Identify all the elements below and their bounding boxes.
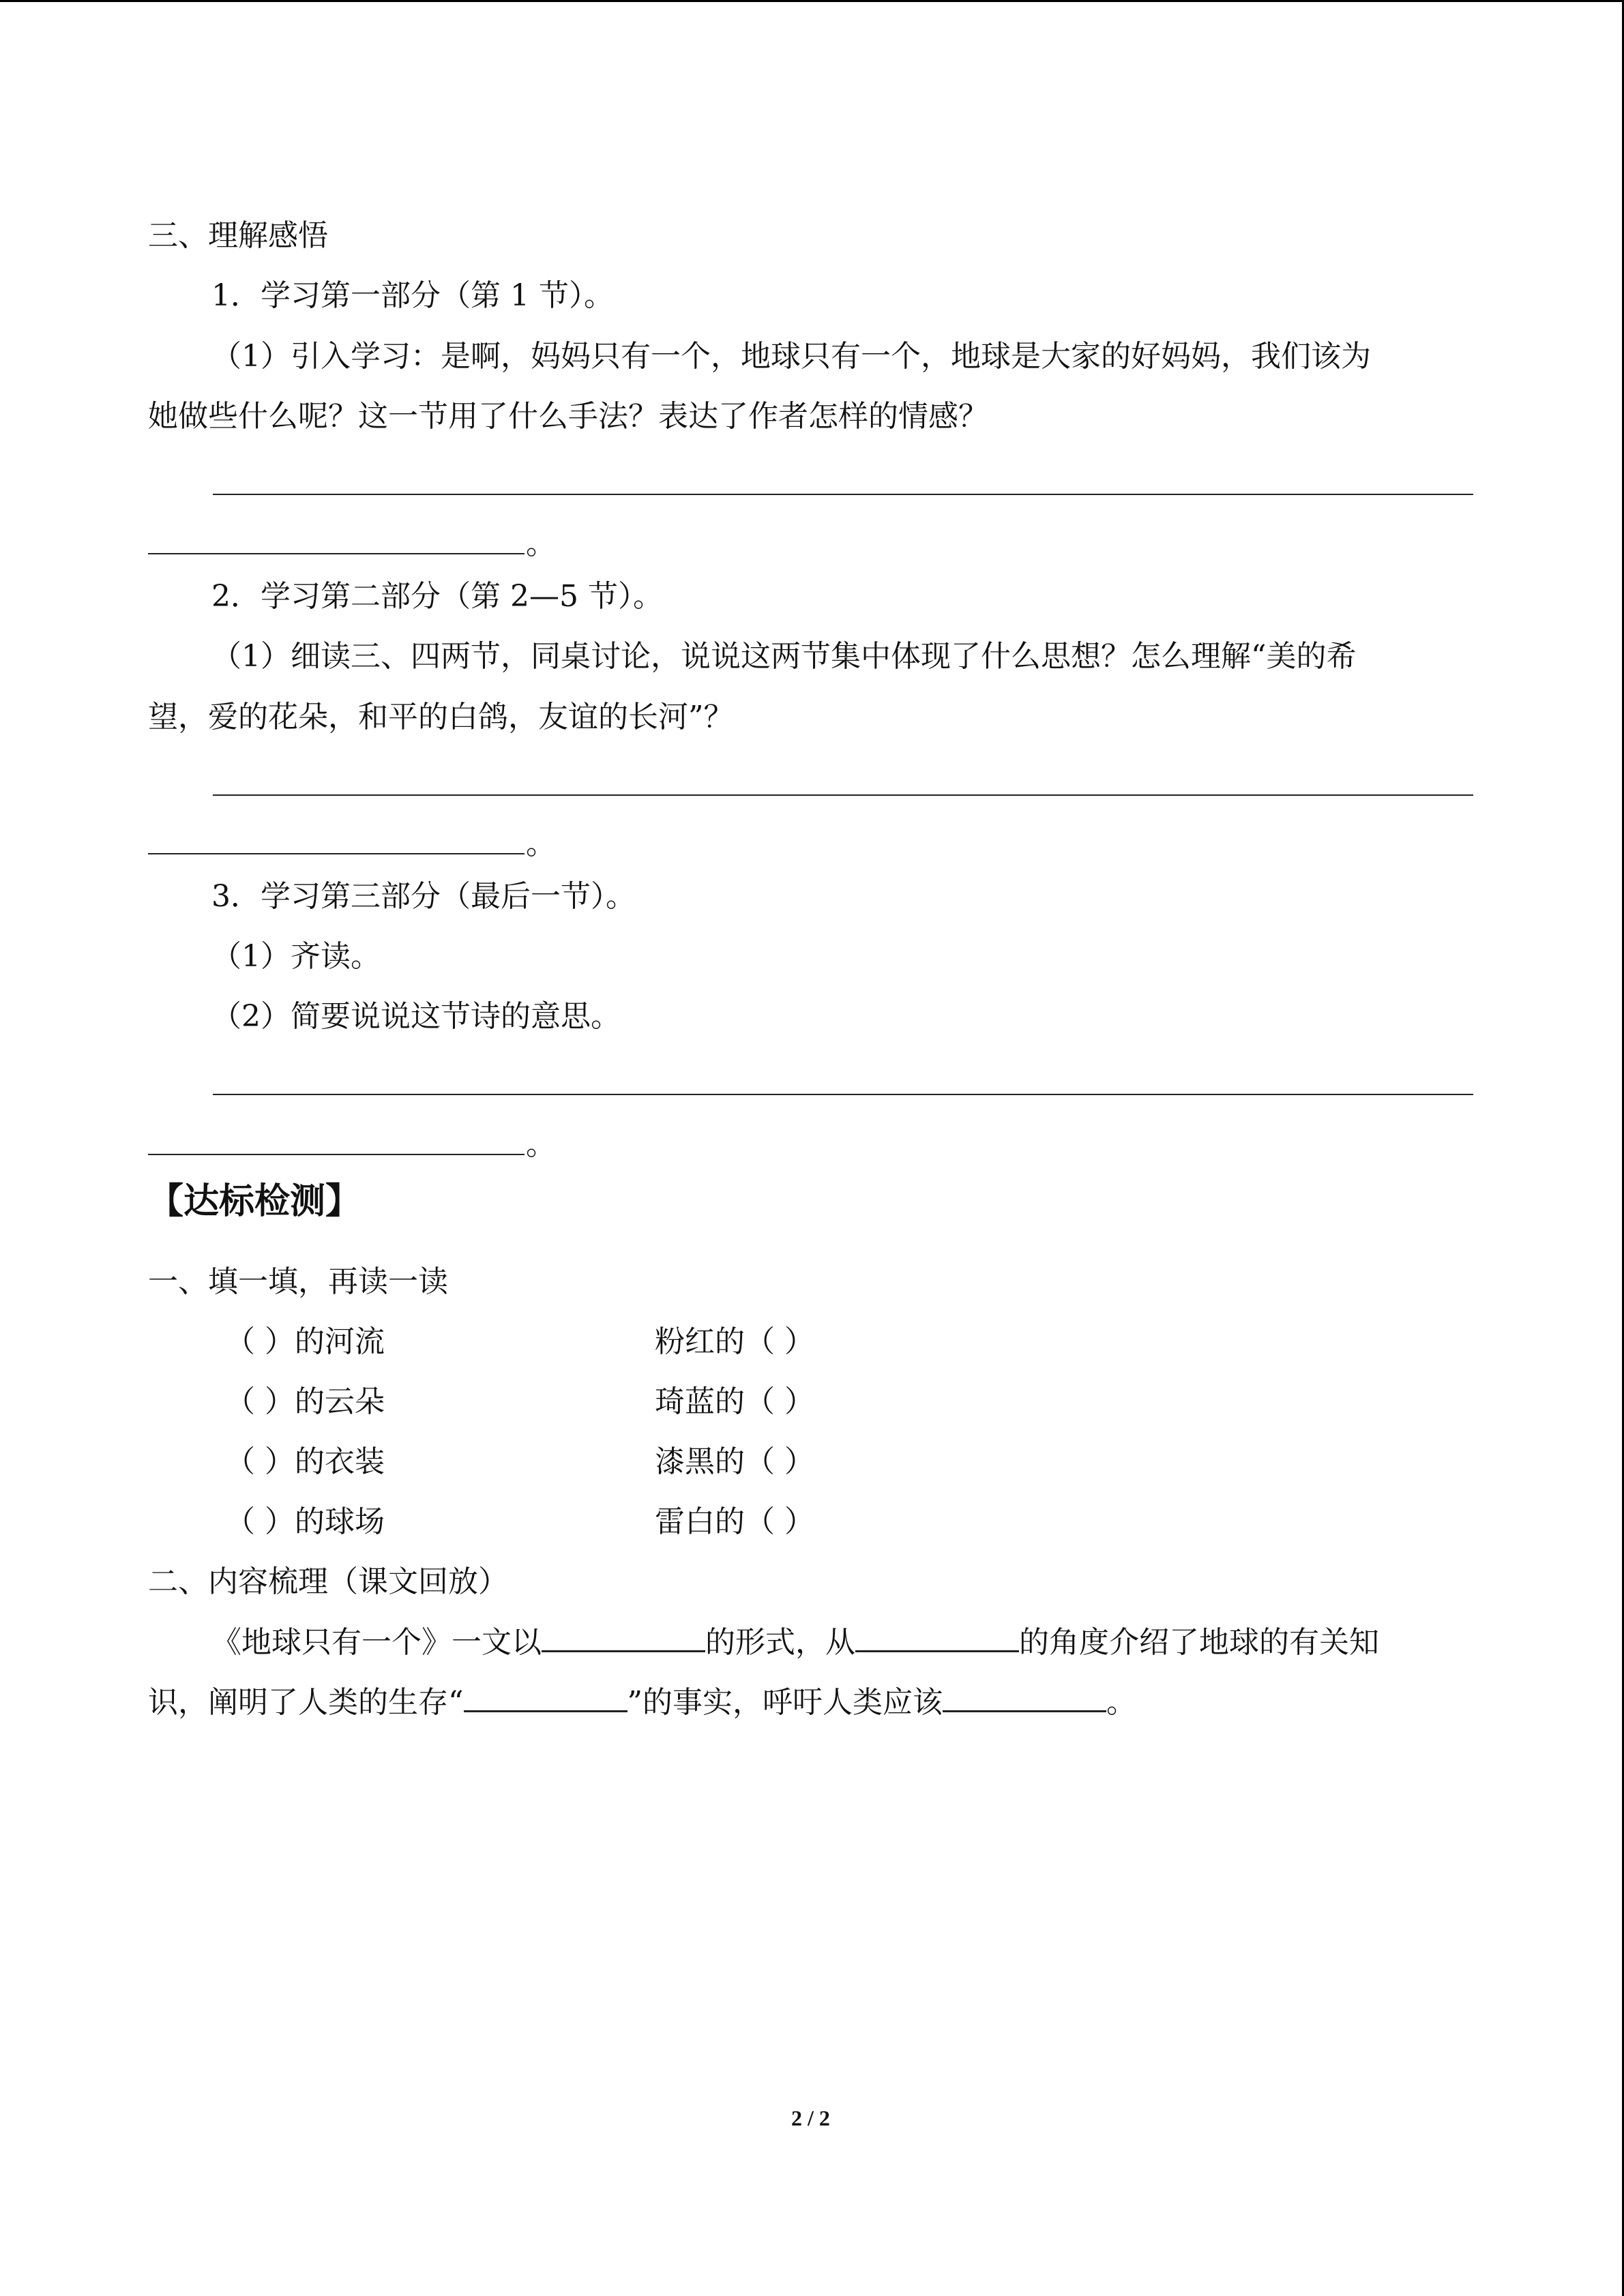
part2-title: 2．学习第二部分（第 2—5 节）。 <box>211 579 663 614</box>
fill-left-1[interactable]: （ ）的河流 <box>225 1324 385 1359</box>
summary-text: 《地球只有一个》一文以 <box>211 1625 542 1660</box>
part2-question-line2: 望，爱的花朵，和平的白鸽，友谊的长河”？ <box>148 700 734 734</box>
fill-left-3[interactable]: （ ）的衣装 <box>225 1444 385 1479</box>
answer-line[interactable] <box>213 794 1473 796</box>
part3-q2: （2）简要说说这节诗的意思。 <box>211 999 621 1034</box>
fill-right-4[interactable]: 雷白的（ ） <box>655 1504 814 1539</box>
page-number: 2 / 2 <box>791 2106 830 2130</box>
fill-left-4[interactable]: （ ）的球场 <box>225 1504 385 1539</box>
part2-question-line1: （1）细读三、四两节，同桌讨论，说说这两节集中体现了什么思想？怎么理解“美的希 <box>211 639 1357 674</box>
blank-perspective[interactable] <box>855 1623 1019 1652</box>
summary-text: 识，阐明了人类的生存“ <box>148 1685 464 1720</box>
part1-question-line1: （1）引入学习：是啊，妈妈只有一个，地球只有一个，地球是大家的好妈妈，我们该为 <box>211 339 1371 374</box>
page-top-border <box>0 0 1624 2</box>
answer-line[interactable] <box>148 853 525 854</box>
answer-line[interactable] <box>148 1154 525 1155</box>
part1-fill-title: 一、填一填，再读一读 <box>148 1264 448 1299</box>
fill-right-3[interactable]: 漆黑的（ ） <box>655 1444 814 1479</box>
fill-left-2[interactable]: （ ）的云朵 <box>225 1384 385 1419</box>
summary-text: 的角度介绍了地球的有关知 <box>1019 1625 1379 1660</box>
period: 。 <box>526 826 556 861</box>
period: 。 <box>526 526 556 561</box>
summary-line2 <box>148 1683 1136 1722</box>
fill-right-1[interactable]: 粉红的（ ） <box>655 1324 814 1359</box>
summary-line1 <box>211 1623 1379 1662</box>
part2-content-title: 二、内容梳理（课文回放） <box>148 1564 508 1599</box>
blank-appeal[interactable] <box>943 1683 1106 1712</box>
test-heading: 【达标检测】 <box>148 1181 361 1222</box>
part1-title: 1．学习第一部分（第 1 节）。 <box>211 278 614 313</box>
fill-right-2[interactable]: 琦蓝的（ ） <box>655 1384 814 1419</box>
answer-line[interactable] <box>213 1094 1473 1095</box>
summary-text: ”的事实，呼吁人类应该 <box>627 1685 943 1720</box>
part3-title: 3．学习第三部分（最后一节）。 <box>211 879 636 914</box>
answer-line[interactable] <box>148 553 525 554</box>
summary-text: 的形式，从 <box>705 1625 855 1660</box>
period: 。 <box>526 1127 556 1162</box>
answer-line[interactable] <box>213 494 1473 495</box>
blank-form[interactable] <box>542 1623 705 1652</box>
part1-question-line2: 她做些什么呢？这一节用了什么手法？表达了作者怎样的情感？ <box>148 399 988 434</box>
blank-fact[interactable] <box>464 1683 628 1712</box>
summary-text: 。 <box>1106 1685 1136 1720</box>
part3-q1: （1）齐读。 <box>211 939 381 974</box>
section-title: 三、理解感悟 <box>148 218 328 253</box>
